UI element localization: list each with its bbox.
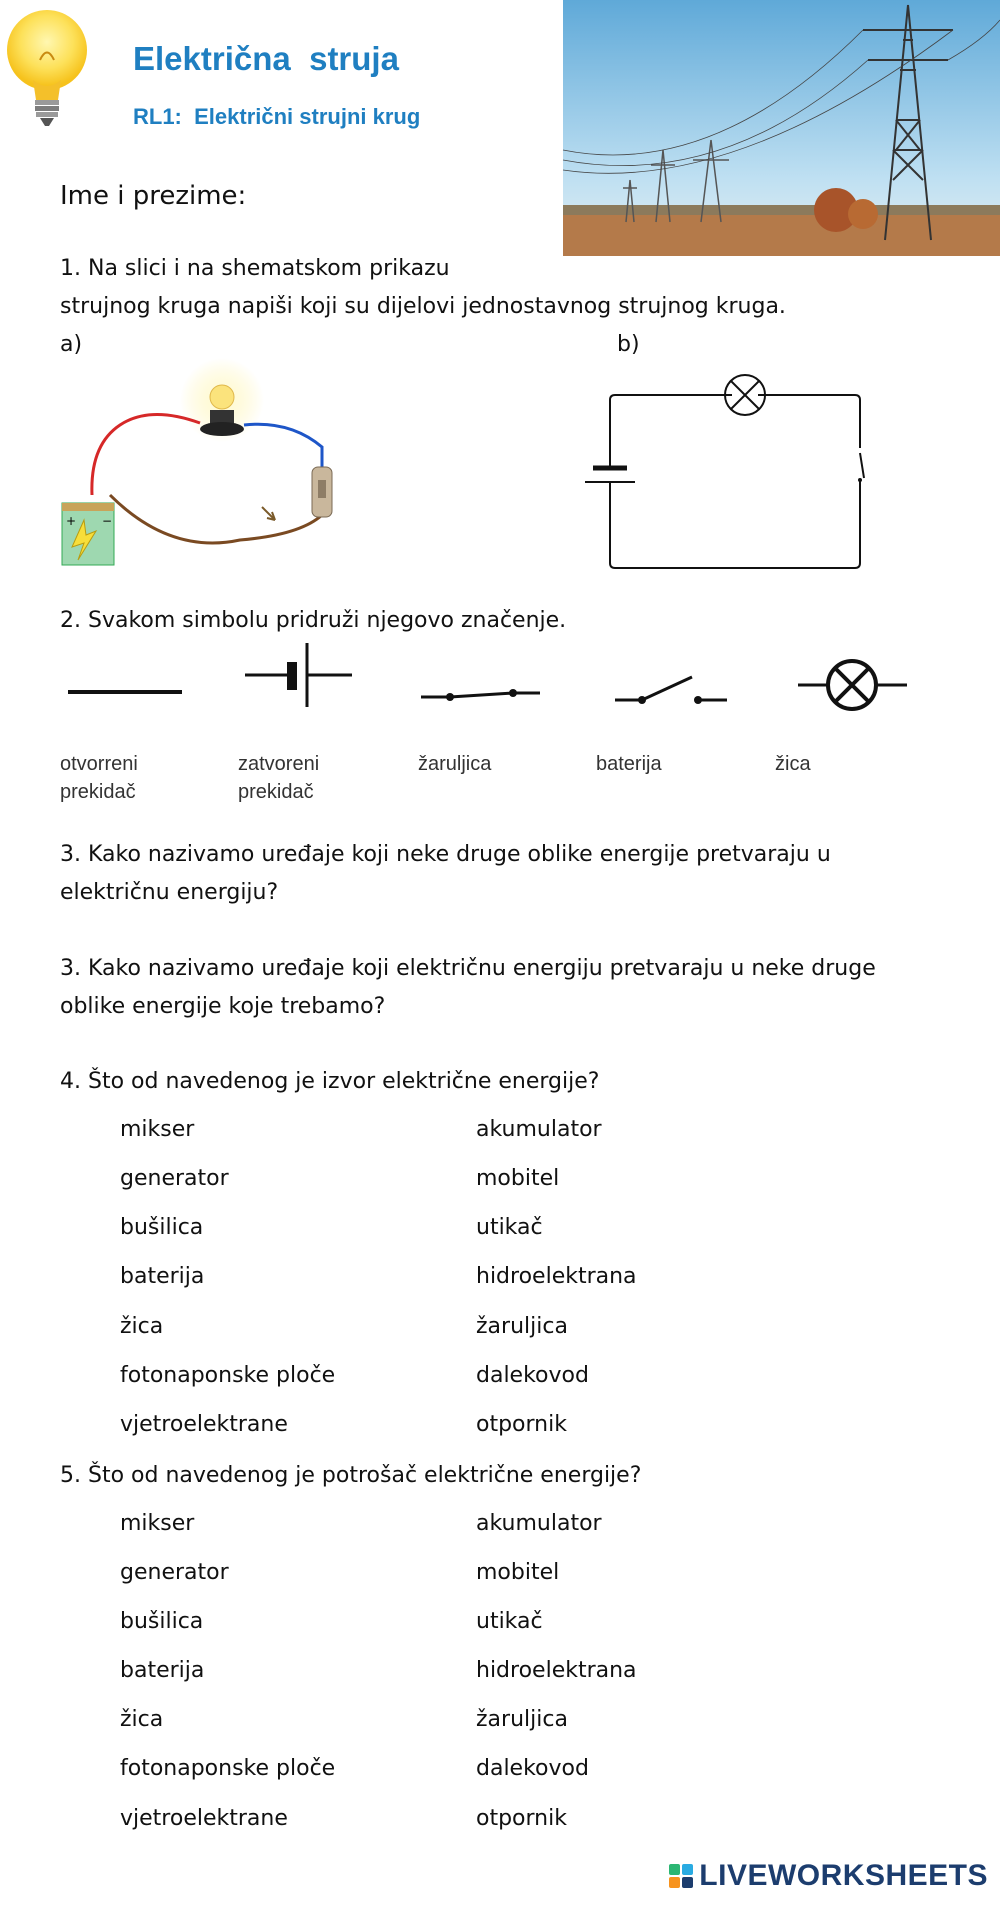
q3a-text-line1: 3. Kako nazivamo uređaje koji neke druge oblike energije pretvaraju u (60, 842, 831, 867)
q4-option[interactable]: dalekovod (476, 1363, 589, 1388)
q1-label-b: b) (617, 332, 640, 357)
q5-option[interactable]: fotonaponske ploče (120, 1756, 336, 1781)
q4-option[interactable]: vjetroelektrane (120, 1412, 288, 1437)
q2-option-line1: baterija (596, 753, 662, 775)
q4-option[interactable]: mobitel (476, 1166, 560, 1191)
q2-text: 2. Svakom simbolu pridruži njegovo značenje. (60, 608, 567, 633)
q3b-text-line2: oblike energije koje trebamo? (60, 994, 386, 1019)
q4-option[interactable]: žaruljica (476, 1314, 568, 1339)
q2-option-closed-switch[interactable] (238, 750, 319, 806)
q4-option[interactable]: generator (120, 1166, 229, 1191)
logo-text: LIVEWORKSHEETS (699, 1859, 988, 1892)
q1-label-a: a) (60, 332, 83, 357)
q5-option[interactable]: utikač (476, 1609, 543, 1634)
q2-option-wire[interactable] (775, 750, 811, 778)
q5-option[interactable]: generator (120, 1560, 229, 1585)
liveworksheets-logo (669, 1859, 988, 1893)
q5-option[interactable]: bušilica (120, 1609, 204, 1634)
q4-option[interactable]: utikač (476, 1215, 543, 1240)
q5-text: 5. Što od navedenog je potrošač električne energije? (60, 1463, 642, 1488)
q3a-text-line2: električnu energiju? (60, 880, 279, 905)
wire-symbol (65, 665, 185, 715)
q5-option[interactable]: otpornik (476, 1806, 567, 1831)
q5-option[interactable]: akumulator (476, 1511, 602, 1536)
svg-text:−: − (102, 514, 113, 528)
q2-option-line1: zatvoreni (238, 753, 320, 775)
power-lines-image (563, 0, 1000, 256)
svg-text:+: + (66, 514, 77, 528)
q5-option[interactable]: vjetroelektrane (120, 1806, 288, 1831)
lightbulb-icon (0, 0, 95, 135)
page-subtitle: RL1: Električni strujni krug (133, 104, 421, 129)
q1-text-line2: strujnog kruga napiši koji su dijelovi jednostavnog strujnog kruga. (60, 294, 786, 319)
q4-option[interactable]: žica (120, 1314, 164, 1339)
q4-option[interactable]: baterija (120, 1264, 205, 1289)
q4-option[interactable]: hidroelektrana (476, 1264, 637, 1289)
name-label: Ime i prezime: (60, 181, 247, 211)
q5-option[interactable]: baterija (120, 1658, 205, 1683)
lamp-symbol (795, 655, 915, 715)
q2-option-line2: prekidač (238, 781, 314, 803)
q4-option[interactable]: mikser (120, 1117, 195, 1142)
q5-option[interactable]: mikser (120, 1511, 195, 1536)
q2-option-line1: žaruljica (418, 753, 492, 775)
q5-option[interactable]: dalekovod (476, 1756, 589, 1781)
q4-option[interactable]: akumulator (476, 1117, 602, 1142)
logo-mark-icon (669, 1864, 693, 1888)
q4-option[interactable]: otpornik (476, 1412, 567, 1437)
q1-text-line1: 1. Na slici i na shematskom prikazu (60, 256, 450, 281)
open-switch-symbol (612, 665, 732, 715)
circuit-schematic (580, 370, 860, 570)
q2-option-line1: otvorreni (60, 753, 138, 775)
q2-option-line2: prekidač (60, 781, 136, 803)
q4-text: 4. Što od navedenog je izvor električne energije? (60, 1069, 600, 1094)
q5-option[interactable]: hidroelektrana (476, 1658, 637, 1683)
q4-option[interactable]: fotonaponske ploče (120, 1363, 336, 1388)
q3b-text-line1: 3. Kako nazivamo uređaje koji električnu energiju pretvaraju u neke druge (60, 956, 876, 981)
closed-switch-symbol (418, 665, 543, 715)
q2-option-open-switch[interactable] (60, 750, 138, 806)
page-title: Električna struja (133, 40, 399, 77)
q2-option-line1: žica (775, 753, 811, 775)
q5-option[interactable]: žaruljica (476, 1707, 568, 1732)
q4-option[interactable]: bušilica (120, 1215, 204, 1240)
circuit-illustration (50, 355, 360, 575)
q5-option[interactable]: mobitel (476, 1560, 560, 1585)
q5-option[interactable]: žica (120, 1707, 164, 1732)
q2-option-bulb[interactable] (418, 750, 491, 778)
q2-option-battery[interactable] (596, 750, 662, 778)
battery-symbol (242, 640, 357, 715)
